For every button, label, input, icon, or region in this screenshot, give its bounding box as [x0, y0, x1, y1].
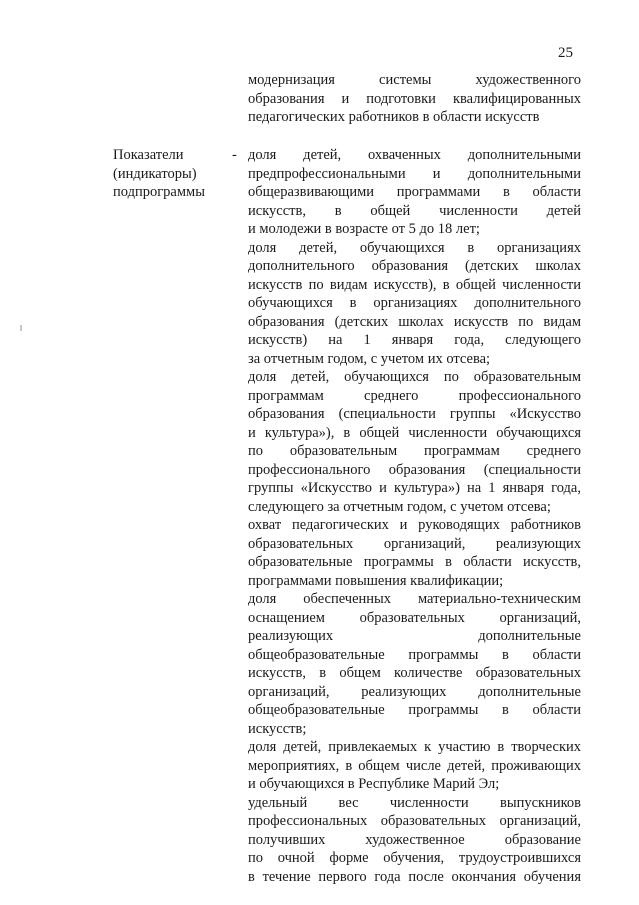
indicator-line: профессиональных образовательных организаций, — [248, 813, 581, 829]
indicator-line: профессионального образования (специальности — [248, 461, 581, 478]
indicator-line: мероприятиях, в общем числе детей, проживающих — [248, 757, 581, 774]
text-line: модернизация системы художественного — [248, 72, 581, 88]
indicator-line: доля детей, обучающихся по образовательным — [248, 369, 581, 385]
indicator-line: образовательных организаций, реализующих — [248, 535, 581, 552]
indicator-line: дополнительного образования (детских школах — [248, 258, 581, 274]
indicator-line: искусств, в общем количестве образовательных — [248, 665, 581, 681]
section-label-line: Показатели — [113, 147, 184, 163]
indicator-line: программами повышения квалификации; — [248, 572, 504, 589]
indicator-line: программам среднего профессионального — [248, 387, 581, 404]
indicator-line: искусств по видам искусств), в общей численности — [248, 276, 581, 293]
text-line: образования и подготовки квалифицированных — [248, 90, 581, 107]
indicator-line: искусств, в общей численности детей — [248, 202, 581, 219]
indicator-line: реализующих дополнительные — [248, 628, 581, 644]
indicator-line: доля детей, обучающихся в организациях — [248, 239, 581, 256]
indicator-line: образовательные программы в области искусств, — [248, 554, 581, 570]
indicator-line: образования (детских школах искусств по видам — [248, 313, 581, 330]
indicator-line: и культура»), в общей численности обучающихся — [248, 424, 581, 441]
indicator-line: искусств; — [248, 720, 307, 737]
section-label-line: (индикаторы) — [113, 165, 197, 182]
page-number: 25 — [558, 45, 573, 61]
indicator-line: образования (специальности группы «Искусство — [248, 406, 581, 422]
indicator-line: общеобразовательные программы в области — [248, 702, 581, 718]
section-label — [113, 146, 233, 202]
scan-margin-mark — [20, 325, 22, 331]
indicator-line: оснащением образовательных организаций, — [248, 609, 581, 626]
indicator-line: предпрофессиональными и дополнительными — [248, 165, 581, 182]
program-goal-text — [248, 71, 581, 127]
indicator-line: группы «Искусство и культура») на 1 января года, — [248, 480, 581, 496]
indicator-line: доля детей, привлекаемых к участию в творческих — [248, 739, 581, 755]
label-dash: - — [232, 147, 237, 163]
indicator-line: и молодежи в возрасте от 5 до 18 лет; — [248, 221, 480, 237]
indicator-line: и обучающихся в Республике Марий Эл; — [248, 776, 500, 792]
indicator-line: следующего за отчетным годом, с учетом отсева; — [248, 498, 551, 515]
indicator-line: искусств) на 1 января года, следующего — [248, 332, 581, 348]
indicator-line: охват педагогических и руководящих работников — [248, 517, 581, 533]
indicator-line: по очной форме обучения, трудоустроившихся — [248, 850, 581, 866]
indicator-line: по образовательным программам среднего — [248, 443, 581, 459]
indicator-line: организаций, реализующих дополнительные — [248, 683, 581, 700]
indicator-line: получивших художественное образование — [248, 831, 581, 848]
indicator-line: за отчетным годом, с учетом их отсева; — [248, 350, 491, 367]
indicator-line: в течение первого года после окончания обучения — [248, 868, 581, 885]
section-label-line: подпрограммы — [113, 184, 205, 200]
text-line: педагогических работников в области искусств — [248, 109, 540, 125]
indicator-line: общеобразовательные программы в области — [248, 646, 581, 663]
indicator-line: обучающихся в организациях дополнительного — [248, 295, 581, 311]
indicator-line: доля обеспеченных материально-техническим — [248, 591, 581, 607]
indicators-text — [248, 146, 581, 886]
indicator-line: доля детей, охваченных дополнительными — [248, 147, 581, 163]
indicator-line: удельный вес численности выпускников — [248, 794, 581, 811]
indicator-line: общеразвивающими программами в области — [248, 184, 581, 200]
